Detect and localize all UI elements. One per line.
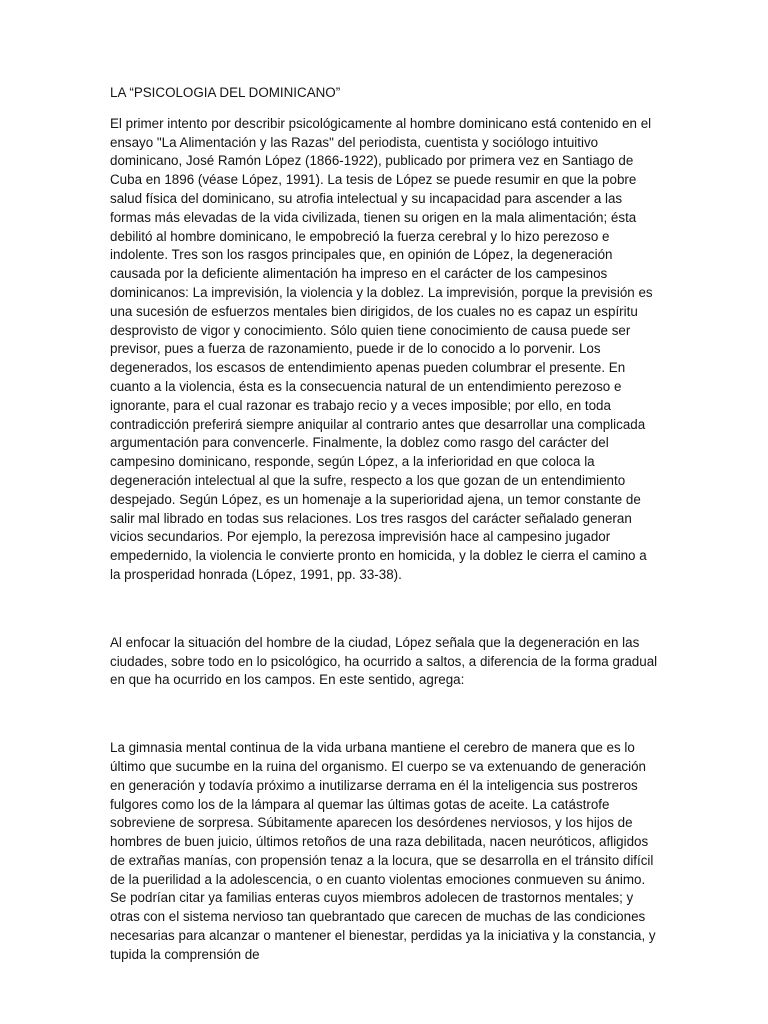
paragraph-quote-urban-life: La gimnasia mental continua de la vida urbana mantiene el cerebro de manera que es lo último que sucumbe en la ruina del organismo. El cuerpo se va extenuando de generación en generación y todavía próximo a inutilizarse derrama en él la inteligencia sus postreros fulgores como los de la lámpara al quemar las últimas gotas de aceite. La catástrofe sobreviene de sorpresa. Súbitamente aparecen los desórdenes nerviosos, y los hijos de hombres de buen juicio, últimos retoños de una raza debilitada, nacen neuróticos, afligidos de extrañas manías, con propensión tenaz a la locura, que se desarrolla en el tránsito difícil de la puerilidad a la adolescencia, o en cuanto violentas emociones conmueven su ánimo. Se podrían citar ya familias enteras cuyos miembros adolecen de trastornos mentales; y otras con el sistema nervioso tan quebrantado que carecen de muchas de las condiciones necesarias para alcanzar o mantener el bienestar, perdidas ya la iniciativa y la constancia, y tupida la comprensión de xyxy=(110,740,656,962)
paragraph-lopez-thesis: El primer intento por describir psicológicamente al hombre dominicano está contenido en el ensayo "La Alimentación y las Razas" del periodista, cuentista y sociólogo intuitivo dominicano, José Ramón López (1866-1922), publicado por primera vez en Santiago de Cuba en 1896 (véase López, 1991). La tesis de López se puede resumir en que la pobre salud física del dominicano, su atrofia intelectual y su incapacidad para ascender a las formas más elevadas de la vida civilizada, tienen su origen en la mala alimentación; ésta debilitó al hombre dominicano, le empobreció la fuerza cerebral y lo hizo perezoso e indolente. Tres son los rasgos principales que, en opinión de López, la degeneración causada por la deficiente alimentación ha impreso en el carácter de los campesinos dominicanos: La imprevisión, la violencia y la doblez. La imprevisión, porque la previsión es una sucesión de esfuerzos mentales bien dirigidos, de los cuales no es capaz un espíritu desprovisto de vigor y conocimiento. Sólo quien tiene conocimiento de causa puede ser previsor, pues a fuerza de razonamiento, puede ir de lo conocido a lo porvenir. Los degenerados, los escasos de entendimiento apenas pueden columbrar el presente. En cuanto a la violencia, ésta es la consecuencia natural de un entendimiento perezoso e ignorante, para el cual razonar es trabajo recio y a veces imposible; por ello, en toda contradicción preferirá siempre aniquilar al contrario antes que desarrollar una complicada argumentación para convencerle. Finalmente, la doblez como rasgo del carácter del campesino dominicano, responde, según López, a la inferioridad en que coloca la degeneración intelectual al que la sufre, respecto a los que gozan de un entendimiento despejado. Según López, es un homenaje a la superioridad ajena, un temor constante de salir mal librado en todas sus relaciones. Los tres rasgos del carácter señalado generan vicios secundarios. Por ejemplo, la perezosa imprevisión hace al campesino jugador empedernido, la violencia le convierte pronto en homicida, y la doblez le cierra el camino a la prosperidad honrada (López, 1991, pp. 33-38). xyxy=(110,115,653,582)
paragraph-city-degeneration: Al enfocar la situación del hombre de la ciudad, López señala que la degeneración en las ciudades, sobre todo en lo psicológico, ha ocurrido a saltos, a diferencia de la forma gradual en que ha ocurrido en los campos. En este sentido, agrega: xyxy=(110,634,658,688)
document-body xyxy=(110,84,658,965)
document-title: LA “PSICOLOGIA DEL DOMINICANO” xyxy=(110,85,341,100)
